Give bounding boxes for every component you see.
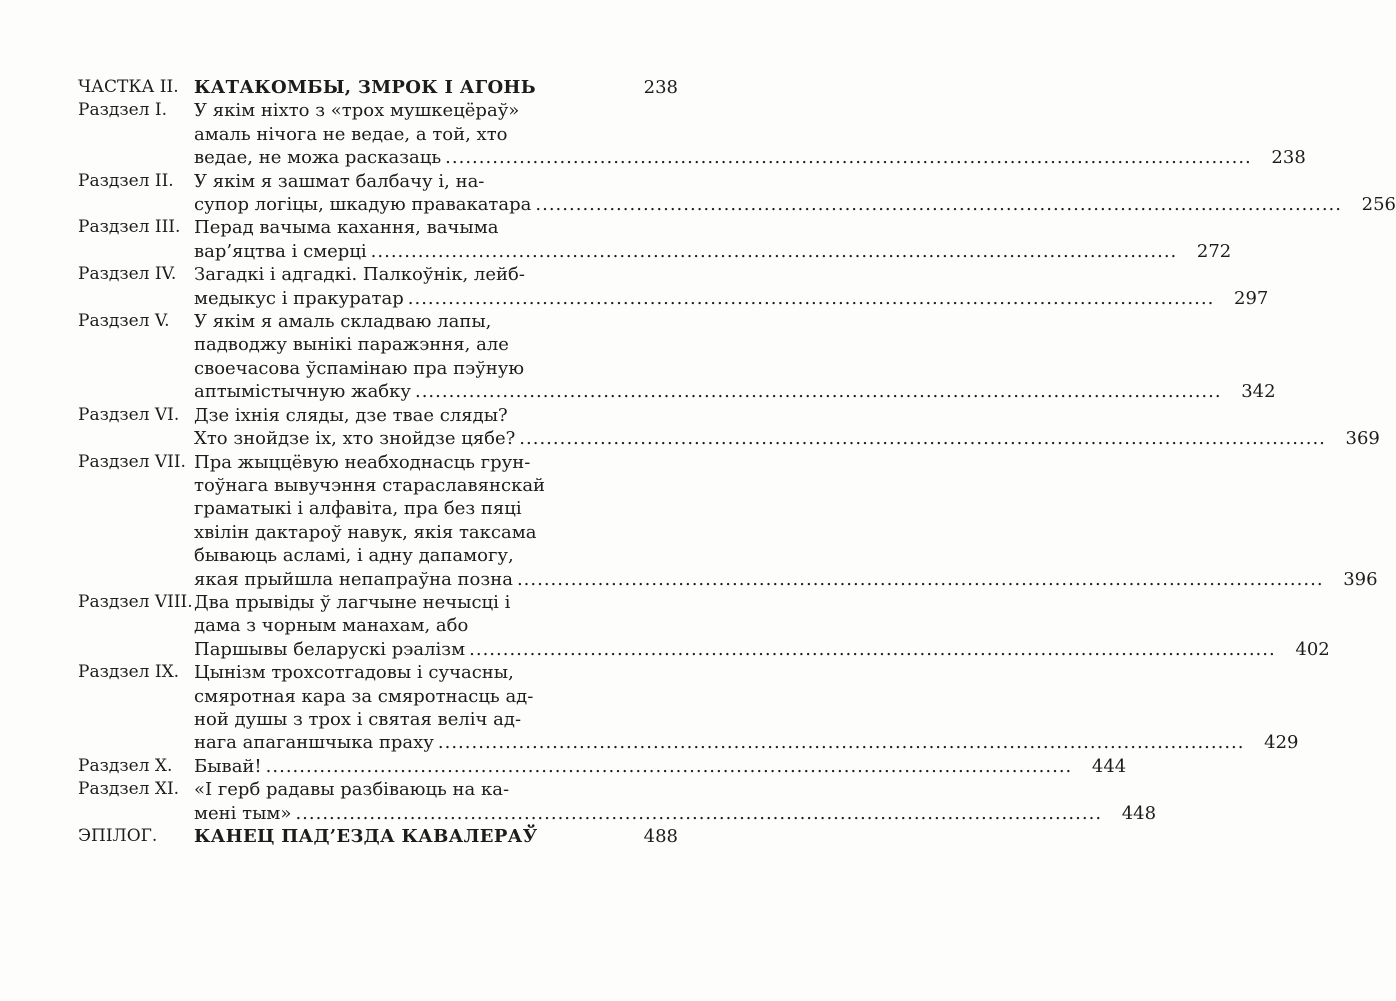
chapter-title-line: Дзе іхнія сляды, дзе твае сляды? bbox=[194, 404, 508, 426]
toc-chapter-entry bbox=[78, 778, 1157, 825]
chapter-title-line: тоўнага вывучэння стараславянскай bbox=[194, 474, 546, 496]
chapter-title-line: Цынізм трохсотгадовы і сучасны, bbox=[194, 662, 514, 684]
chapter-title-line: граматыкі і алфавіта, пра без пяці bbox=[194, 498, 522, 520]
chapter-label: Раздзел VIII. bbox=[78, 591, 193, 612]
chapter-title-line: Паршывы беларускі рэалізм bbox=[194, 638, 466, 660]
table-of-contents bbox=[78, 76, 1396, 848]
chapter-title-line: вар’яцтва і смерці bbox=[194, 240, 367, 262]
dot-leader: ........................................................................................................................ bbox=[265, 755, 1073, 777]
toc-chapter-entry bbox=[78, 170, 1396, 217]
toc-chapter-entry bbox=[78, 451, 1378, 591]
chapter-title bbox=[194, 451, 1378, 591]
chapter-page: 429 bbox=[1264, 732, 1299, 754]
chapter-list bbox=[78, 99, 1396, 825]
chapter-title bbox=[194, 170, 1396, 217]
toc-epilogue-entry bbox=[78, 825, 678, 848]
part-page: 238 bbox=[643, 77, 678, 98]
chapter-title-line: амаль нічога не ведае, а той, хто bbox=[194, 123, 508, 145]
chapter-title-line: ведае, не можа расказаць bbox=[194, 147, 442, 169]
dot-leader: ........................................................................................................................ bbox=[370, 240, 1178, 262]
chapter-title-line: Два прывіды ў лагчыне нечысці і bbox=[194, 591, 511, 613]
chapter-title-line: Хто знойдзе іх, хто знойдзе цябе? bbox=[194, 428, 516, 450]
dot-leader: ........................................................................................................................ bbox=[516, 568, 1324, 590]
toc-chapter-entry bbox=[78, 310, 1276, 404]
chapter-page: 369 bbox=[1345, 428, 1380, 450]
chapter-page: 444 bbox=[1091, 755, 1127, 777]
chapter-title-line: своечасова ўспамінаю пра пэўную bbox=[194, 357, 525, 379]
chapter-title-line: У якім ніхто з «трох мушкецёраў» bbox=[194, 100, 520, 122]
toc-part-entry bbox=[78, 76, 678, 99]
chapter-page: 402 bbox=[1295, 638, 1330, 660]
chapter-title-line: У якім я амаль складваю лапы, bbox=[194, 311, 492, 333]
chapter-label: Раздзел IV. bbox=[78, 264, 177, 285]
toc-chapter-entry bbox=[78, 99, 1306, 169]
epilogue-page: 488 bbox=[643, 826, 678, 847]
epilogue-body bbox=[194, 825, 678, 848]
chapter-page: 396 bbox=[1343, 568, 1378, 590]
chapter-page: 448 bbox=[1121, 802, 1157, 824]
toc-chapter-entry bbox=[78, 216, 1232, 263]
toc-chapter-entry bbox=[78, 591, 1330, 661]
chapter-label: Раздзел II. bbox=[78, 170, 174, 191]
chapter-label: Раздзел IX. bbox=[78, 662, 180, 683]
chapter-title-line: супор логіцы, шкадую правакатара bbox=[194, 194, 532, 216]
chapter-title-line: якая прыйшла непапраўна позна bbox=[194, 568, 513, 590]
dot-leader: ........................................................................................................................ bbox=[535, 194, 1342, 216]
chapter-title-line: Пра жыццёвую неабходнасць грун- bbox=[194, 451, 531, 473]
chapter-title-line: бываюць асламі, і адну дапамогу, bbox=[194, 545, 514, 567]
dot-leader: ........................................................................................................................ bbox=[519, 428, 1326, 450]
dot-leader: ........................................................................................................................ bbox=[445, 147, 1252, 169]
chapter-title bbox=[194, 263, 1268, 310]
chapter-page: 272 bbox=[1196, 240, 1232, 262]
dot-leader: ........................................................................................................................ bbox=[407, 287, 1215, 309]
chapter-label: Раздзел III. bbox=[78, 217, 181, 238]
epilogue-label: ЭПІЛОГ. bbox=[78, 826, 158, 846]
dot-leader: ........................................................................................................................ bbox=[469, 638, 1276, 660]
toc-chapter-entry bbox=[78, 404, 1380, 451]
part-title: КАТАКОМБЫ, ЗМРОК I АГОНЬ bbox=[194, 77, 536, 98]
part-body bbox=[194, 76, 678, 99]
chapter-page: 342 bbox=[1241, 381, 1276, 403]
chapter-title-line: дама з чорным манахам, або bbox=[194, 615, 469, 637]
chapter-title-line: смяротная кара за смяротнасць ад- bbox=[194, 685, 534, 707]
dot-leader: ........................................................................................................................ bbox=[414, 381, 1222, 403]
chapter-title-line: нага апаганшчыка праху bbox=[194, 732, 434, 754]
chapter-title bbox=[194, 99, 1306, 169]
chapter-title bbox=[194, 216, 1231, 263]
epilogue-title: КАНЕЦ ПАД’ЕЗДА КАВАЛЕРАЎ bbox=[194, 826, 538, 847]
chapter-page: 238 bbox=[1271, 147, 1306, 169]
chapter-label: Раздзел X. bbox=[78, 755, 173, 776]
chapter-title bbox=[194, 310, 1276, 404]
chapter-title-line: ной душы з трох і святая веліч ад- bbox=[194, 708, 522, 730]
chapter-label: Раздзел VI. bbox=[78, 404, 180, 425]
chapter-title-line: мені тым» bbox=[194, 802, 292, 824]
dot-leader: ........................................................................................................................ bbox=[437, 732, 1245, 754]
chapter-label: Раздзел I. bbox=[78, 100, 167, 121]
chapter-label: Раздзел XI. bbox=[78, 779, 180, 800]
dot-leader: ........................................................................................................................ bbox=[295, 802, 1103, 824]
toc-chapter-entry bbox=[78, 661, 1299, 755]
chapter-title-line: медыкус і пракуратар bbox=[194, 287, 404, 309]
chapter-label: Раздзел VII. bbox=[78, 451, 186, 472]
chapter-title-line: падводжу вынікі паражэння, але bbox=[194, 334, 509, 356]
chapter-title bbox=[194, 661, 1299, 755]
chapter-title-line: аптымістычную жабку bbox=[194, 381, 411, 403]
toc-chapter-entry bbox=[78, 263, 1269, 310]
chapter-title bbox=[194, 591, 1330, 661]
toc-chapter-entry bbox=[78, 755, 1127, 778]
chapter-page: 256 bbox=[1361, 194, 1396, 216]
chapter-title-line: хвілін дактароў навук, якія таксама bbox=[194, 521, 537, 543]
chapter-label: Раздзел V. bbox=[78, 311, 170, 332]
chapter-page: 297 bbox=[1234, 287, 1269, 309]
chapter-title bbox=[194, 404, 1380, 451]
part-label: ЧАСТКА II. bbox=[78, 77, 179, 97]
chapter-title-line: Загадкі і адгадкі. Палкоўнік, лейб- bbox=[194, 264, 525, 286]
chapter-title bbox=[194, 755, 1126, 778]
chapter-title-line: «І герб радавы разбіваюць на ка- bbox=[194, 779, 510, 801]
chapter-title-line: Перад вачыма кахання, вачыма bbox=[194, 217, 499, 239]
chapter-title bbox=[194, 778, 1156, 825]
chapter-title-line: У якім я зашмат балбачу і, на- bbox=[194, 170, 485, 192]
chapter-title-line: Бывай! bbox=[194, 755, 262, 777]
